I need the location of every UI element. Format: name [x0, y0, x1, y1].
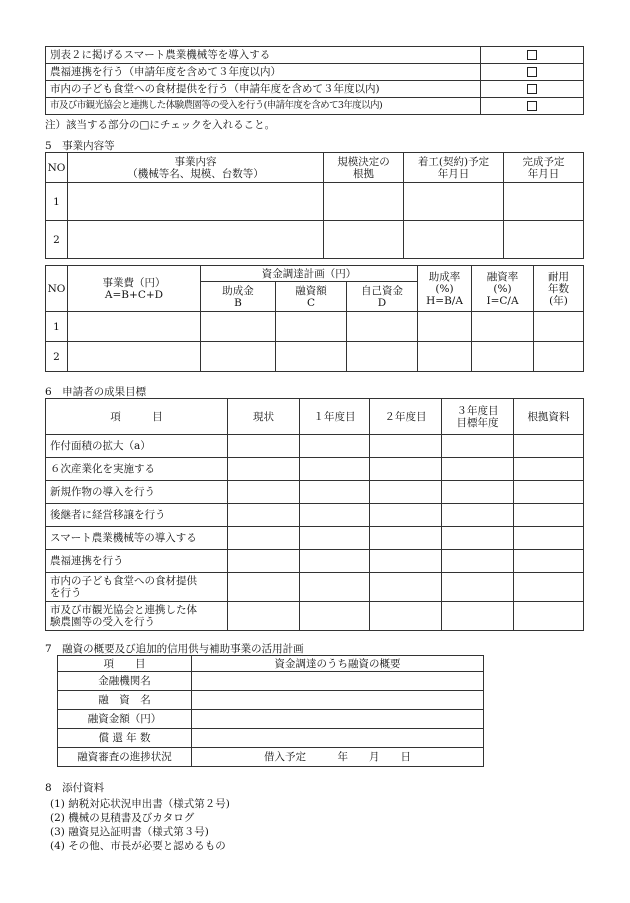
start-cell[interactable] — [404, 183, 504, 221]
grant-cell[interactable] — [201, 312, 276, 342]
header-item: 項 目 — [46, 399, 228, 435]
attachment-item: (2) 機械の見積書及びカタログ — [50, 812, 195, 824]
goal-cell[interactable] — [442, 458, 514, 481]
goal-cell[interactable] — [370, 435, 442, 458]
header-no: NO — [46, 153, 68, 183]
financing-label: 融資審査の進捗状況 — [58, 748, 192, 767]
header-complete-date: 完成予定 年月日 — [504, 153, 584, 183]
goal-cell[interactable] — [370, 458, 442, 481]
attachment-item: (4) その他、市長が必要と認めるもの — [50, 840, 226, 852]
goal-cell[interactable] — [228, 602, 300, 631]
goal-cell[interactable] — [300, 481, 370, 504]
checklist-table — [45, 46, 584, 115]
cost-cell[interactable] — [68, 312, 201, 342]
scale-cell[interactable] — [324, 221, 404, 259]
checkbox[interactable] — [481, 98, 584, 115]
goal-item: 農福連携を行う — [46, 550, 228, 573]
goal-cell[interactable] — [514, 504, 584, 527]
checkbox-icon[interactable] — [527, 50, 537, 60]
goal-cell[interactable] — [370, 602, 442, 631]
checklist-note: 注）該当する部分の□にチェックを入れること。 — [45, 119, 276, 131]
complete-cell[interactable] — [504, 183, 584, 221]
goal-cell[interactable] — [514, 527, 584, 550]
checkbox-icon[interactable] — [527, 67, 537, 77]
checklist-item: 市内の子ども食堂への食材提供を行う（申請年度を含めて３年度以内) — [46, 81, 481, 98]
attachment-item: (3) 融資見込証明書（様式第３号) — [50, 826, 209, 838]
goal-cell[interactable] — [300, 458, 370, 481]
useful-life-cell[interactable] — [534, 342, 584, 372]
goal-cell[interactable] — [442, 573, 514, 602]
own-funds-cell[interactable] — [347, 312, 418, 342]
header-loan-rate: 融資率 (%) I=C/A — [472, 266, 534, 312]
goal-cell[interactable] — [514, 458, 584, 481]
business-content-table — [45, 152, 584, 259]
header-loan: 融資額 C — [276, 282, 347, 312]
goal-cell[interactable] — [300, 527, 370, 550]
cost-cell[interactable] — [68, 342, 201, 372]
goal-cell[interactable] — [514, 435, 584, 458]
goal-cell[interactable] — [370, 573, 442, 602]
section7-title: 7 融資の概要及び追加的信用供与補助事業の活用計画 — [45, 643, 304, 655]
financing-value[interactable] — [192, 710, 484, 729]
goal-item: スマート農業機械等の導入する — [46, 527, 228, 550]
checkbox[interactable] — [481, 64, 584, 81]
grant-rate-cell[interactable] — [418, 312, 472, 342]
goals-table — [45, 398, 584, 631]
header-useful-life: 耐用 年数 (年) — [534, 266, 584, 312]
goal-cell[interactable] — [300, 602, 370, 631]
header-grant: 助成金 B — [201, 282, 276, 312]
goal-cell[interactable] — [514, 573, 584, 602]
financing-label: 融 資 名 — [58, 691, 192, 710]
goal-cell[interactable] — [228, 435, 300, 458]
goal-cell[interactable] — [514, 481, 584, 504]
goal-item: 作付面積の拡大（a） — [46, 435, 228, 458]
goal-item: 市内の子ども食堂への食材提供 を行う — [46, 573, 228, 602]
checkbox-icon[interactable] — [527, 84, 537, 94]
goal-cell[interactable] — [300, 435, 370, 458]
goal-cell[interactable] — [514, 550, 584, 573]
financing-value[interactable] — [192, 672, 484, 691]
grant-cell[interactable] — [201, 342, 276, 372]
section8-title: 8 添付資料 — [45, 782, 105, 794]
goal-cell[interactable] — [514, 602, 584, 631]
goal-item: 市及び市観光協会と連携した体 験農園等の受入を行う — [46, 602, 228, 631]
useful-life-cell[interactable] — [534, 312, 584, 342]
checklist-item: 農福連携を行う（申請年度を含めて３年度以内） — [46, 64, 481, 81]
checkbox[interactable] — [481, 81, 584, 98]
goal-cell[interactable] — [228, 504, 300, 527]
own-funds-cell[interactable] — [347, 342, 418, 372]
borrow-plan[interactable]: 借入予定 年 月 日 — [192, 748, 484, 767]
scale-cell[interactable] — [324, 183, 404, 221]
goal-cell[interactable] — [442, 435, 514, 458]
header-no: NO — [46, 266, 68, 312]
goal-cell[interactable] — [228, 573, 300, 602]
header-scale-basis: 規模決定の 根拠 — [324, 153, 404, 183]
content-cell[interactable] — [68, 183, 324, 221]
header-basis: 根拠資料 — [514, 399, 584, 435]
goal-cell[interactable] — [300, 504, 370, 527]
section6-title: 6 申請者の成果目標 — [45, 386, 147, 398]
header-year2: ２年度目 — [370, 399, 442, 435]
financing-label: 金融機関名 — [58, 672, 192, 691]
loan-rate-cell[interactable] — [472, 342, 534, 372]
checklist-item: 別表２に掲げるスマート農業機械等を導入する — [46, 47, 481, 64]
loan-cell[interactable] — [276, 312, 347, 342]
goal-cell[interactable] — [300, 573, 370, 602]
header-content: 事業内容 （機械等名、規模、台数等） — [68, 153, 324, 183]
financing-value[interactable] — [192, 729, 484, 748]
attachment-item: (1) 納税対応状況申出書（様式第２号) — [50, 798, 230, 810]
header-funding-plan: 資金調達計画（円） — [201, 266, 418, 282]
goal-cell[interactable] — [370, 504, 442, 527]
header-cost: 事業費（円） A=B+C+D — [68, 266, 201, 312]
goal-cell[interactable] — [370, 527, 442, 550]
goal-cell[interactable] — [442, 602, 514, 631]
financing-value[interactable] — [192, 691, 484, 710]
row-number: 1 — [46, 183, 68, 221]
checkbox-icon[interactable] — [527, 101, 537, 111]
goal-cell[interactable] — [370, 481, 442, 504]
goal-cell[interactable] — [442, 481, 514, 504]
header-current: 現状 — [228, 399, 300, 435]
header-item: 項 目 — [58, 656, 192, 672]
financing-label: 償 還 年 数 — [58, 729, 192, 748]
start-cell[interactable] — [404, 221, 504, 259]
goal-cell[interactable] — [442, 527, 514, 550]
content-cell[interactable] — [68, 221, 324, 259]
goal-cell[interactable] — [370, 550, 442, 573]
funding-table — [45, 265, 584, 372]
goal-item: ６次産業化を実施する — [46, 458, 228, 481]
header-grant-rate: 助成率 (%) H=B/A — [418, 266, 472, 312]
header-summary: 資金調達のうち融資の概要 — [192, 656, 484, 672]
header-year1: １年度目 — [300, 399, 370, 435]
financing-table — [57, 655, 484, 767]
financing-label: 融資金額（円） — [58, 710, 192, 729]
loan-rate-cell[interactable] — [472, 312, 534, 342]
goal-cell[interactable] — [228, 481, 300, 504]
goal-cell[interactable] — [442, 550, 514, 573]
goal-item: 後継者に経営移譲を行う — [46, 504, 228, 527]
checkbox[interactable] — [481, 47, 584, 64]
checklist-item: 市及び市観光協会と連携した体験農園等の受入を行う(申請年度を含めて3年度以内) — [46, 98, 481, 115]
section5-title: 5 事業内容等 — [45, 140, 115, 152]
header-own-funds: 自己資金 D — [347, 282, 418, 312]
loan-cell[interactable] — [276, 342, 347, 372]
goal-item: 新規作物の導入を行う — [46, 481, 228, 504]
goal-cell[interactable] — [442, 504, 514, 527]
grant-rate-cell[interactable] — [418, 342, 472, 372]
goal-cell[interactable] — [228, 527, 300, 550]
header-start-date: 着工(契約)予定 年月日 — [404, 153, 504, 183]
goal-cell[interactable] — [228, 550, 300, 573]
header-year3: ３年度目 目標年度 — [442, 399, 514, 435]
row-number: 2 — [46, 221, 68, 259]
complete-cell[interactable] — [504, 221, 584, 259]
row-number: 2 — [46, 342, 68, 372]
goal-cell[interactable] — [300, 550, 370, 573]
row-number: 1 — [46, 312, 68, 342]
goal-cell[interactable] — [228, 458, 300, 481]
